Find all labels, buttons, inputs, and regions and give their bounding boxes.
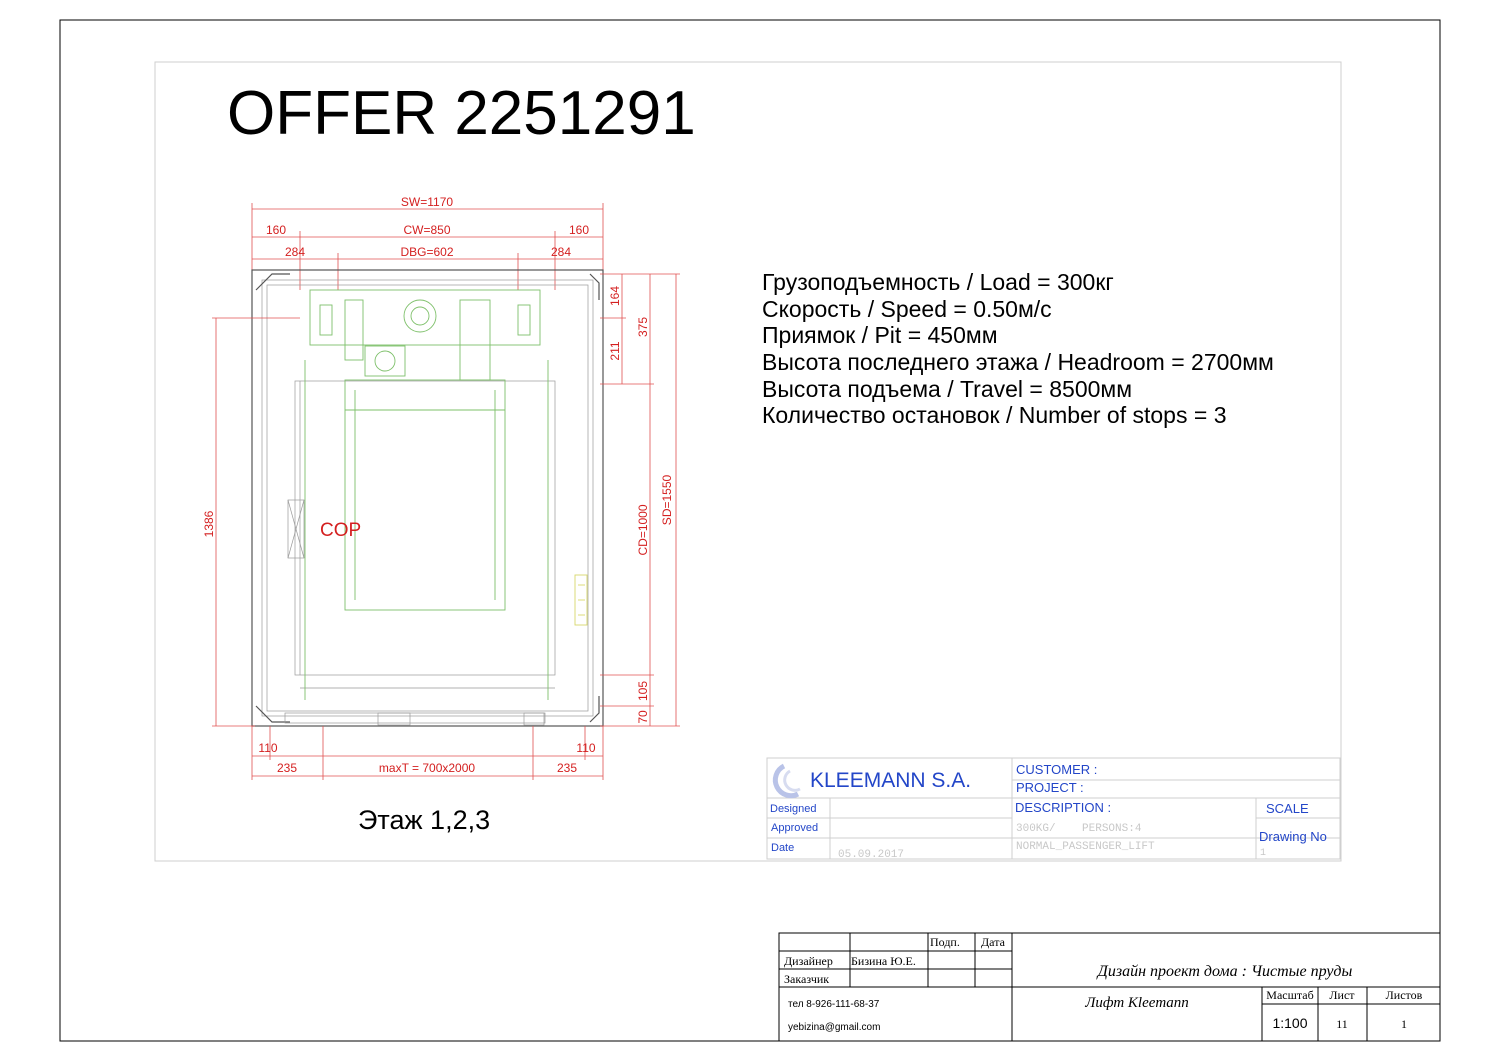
stamp-scale-value: 1:100 [1272, 1015, 1308, 1031]
dim-sd: SD=1550 [660, 474, 674, 526]
kleemann-company: KLEEMANN S.A. [810, 769, 972, 792]
dim-cd: CD=1000 [636, 504, 650, 556]
dim-375: 375 [636, 316, 650, 338]
spec-travel: Высота подъема / Travel = 8500мм [762, 376, 1133, 402]
drawing-no-label: Drawing No [1259, 829, 1327, 844]
dim-70: 70 [636, 710, 650, 724]
stamp-sign-header: Подп. [930, 935, 960, 949]
stamp-email: yebizina@gmail.com [788, 1022, 881, 1033]
stamp-date-header: Дата [981, 935, 1005, 949]
stamp-phone: тел 8-926-111-68-37 [788, 999, 880, 1010]
date-value: 05.09.2017 [838, 849, 905, 861]
project-label: PROJECT : [1016, 780, 1084, 795]
spec-speed: Скорость / Speed = 0.50м/с [762, 296, 1052, 322]
dim-284-right: 284 [550, 245, 572, 259]
stamp-sheet-value: 11 [1336, 1017, 1348, 1031]
cop-label: COP [320, 520, 362, 541]
dim-160-right: 160 [568, 223, 590, 237]
description-line-2: NORMAL_PASSENGER_LIFT [1016, 841, 1155, 853]
stamp-sheet-title: Лифт Kleemann [1085, 995, 1189, 1011]
dim-110-right: 110 [576, 741, 596, 755]
dim-235-left: 235 [276, 761, 298, 775]
dim-211: 211 [608, 341, 622, 361]
stamp-sheet-header: Лист [1329, 988, 1355, 1002]
specs-list [762, 269, 1274, 428]
offer-title: OFFER 2251291 [227, 79, 696, 148]
customer-label: CUSTOMER : [1016, 762, 1098, 777]
designed-label: Designed [770, 803, 817, 815]
stamp-designer-label: Дизайнер [784, 954, 833, 968]
dim-164: 164 [608, 285, 622, 307]
stamp-customer-label: Заказчик [784, 972, 830, 986]
spec-headroom: Высота последнего этажа / Headroom = 2700мм [762, 349, 1274, 375]
stamp-sheets-header: Листов [1385, 988, 1423, 1002]
spec-load: Грузоподъемность / Load = 300кг [762, 269, 1114, 295]
dim-dbg: DBG=602 [400, 245, 454, 259]
floor-label: Этаж 1,2,3 [358, 805, 491, 835]
stamp-project-title: Дизайн проект дома : Чистые пруды [1097, 963, 1353, 980]
spec-stops: Количество остановок / Number of stops = 3 [762, 402, 1227, 428]
kleemann-title-block [767, 758, 1340, 861]
spec-pit: Приямок / Pit = 450мм [762, 322, 998, 348]
stamp-block [779, 933, 1440, 1041]
drawing-no-value: 1 [1260, 848, 1267, 859]
dim-cw: CW=850 [403, 223, 451, 237]
stamp-sheets-value: 1 [1401, 1017, 1407, 1031]
scale-label: SCALE [1266, 801, 1309, 816]
stamp-scale-header: Масштаб [1266, 988, 1314, 1002]
dim-284-left: 284 [284, 245, 306, 259]
dim-160-left: 160 [265, 223, 287, 237]
stamp-designer-name: Бизина Ю.Е. [851, 954, 916, 968]
inner-frame [155, 62, 1341, 861]
dim-door: maxT = 700x2000 [378, 761, 476, 775]
kleemann-logo-icon [775, 766, 800, 796]
date-label: Date [771, 842, 795, 854]
dim-1386: 1386 [202, 510, 216, 538]
dim-235-right: 235 [556, 761, 578, 775]
dim-sw: SW=1170 [400, 195, 454, 209]
description-label: DESCRIPTION : [1015, 800, 1112, 815]
dim-110-left: 110 [258, 741, 278, 755]
floor-plan [202, 195, 680, 780]
dim-105: 105 [636, 680, 650, 702]
description-line-1: 300KG/ PERSONS:4 [1016, 823, 1142, 835]
approved-label: Approved [771, 822, 819, 834]
